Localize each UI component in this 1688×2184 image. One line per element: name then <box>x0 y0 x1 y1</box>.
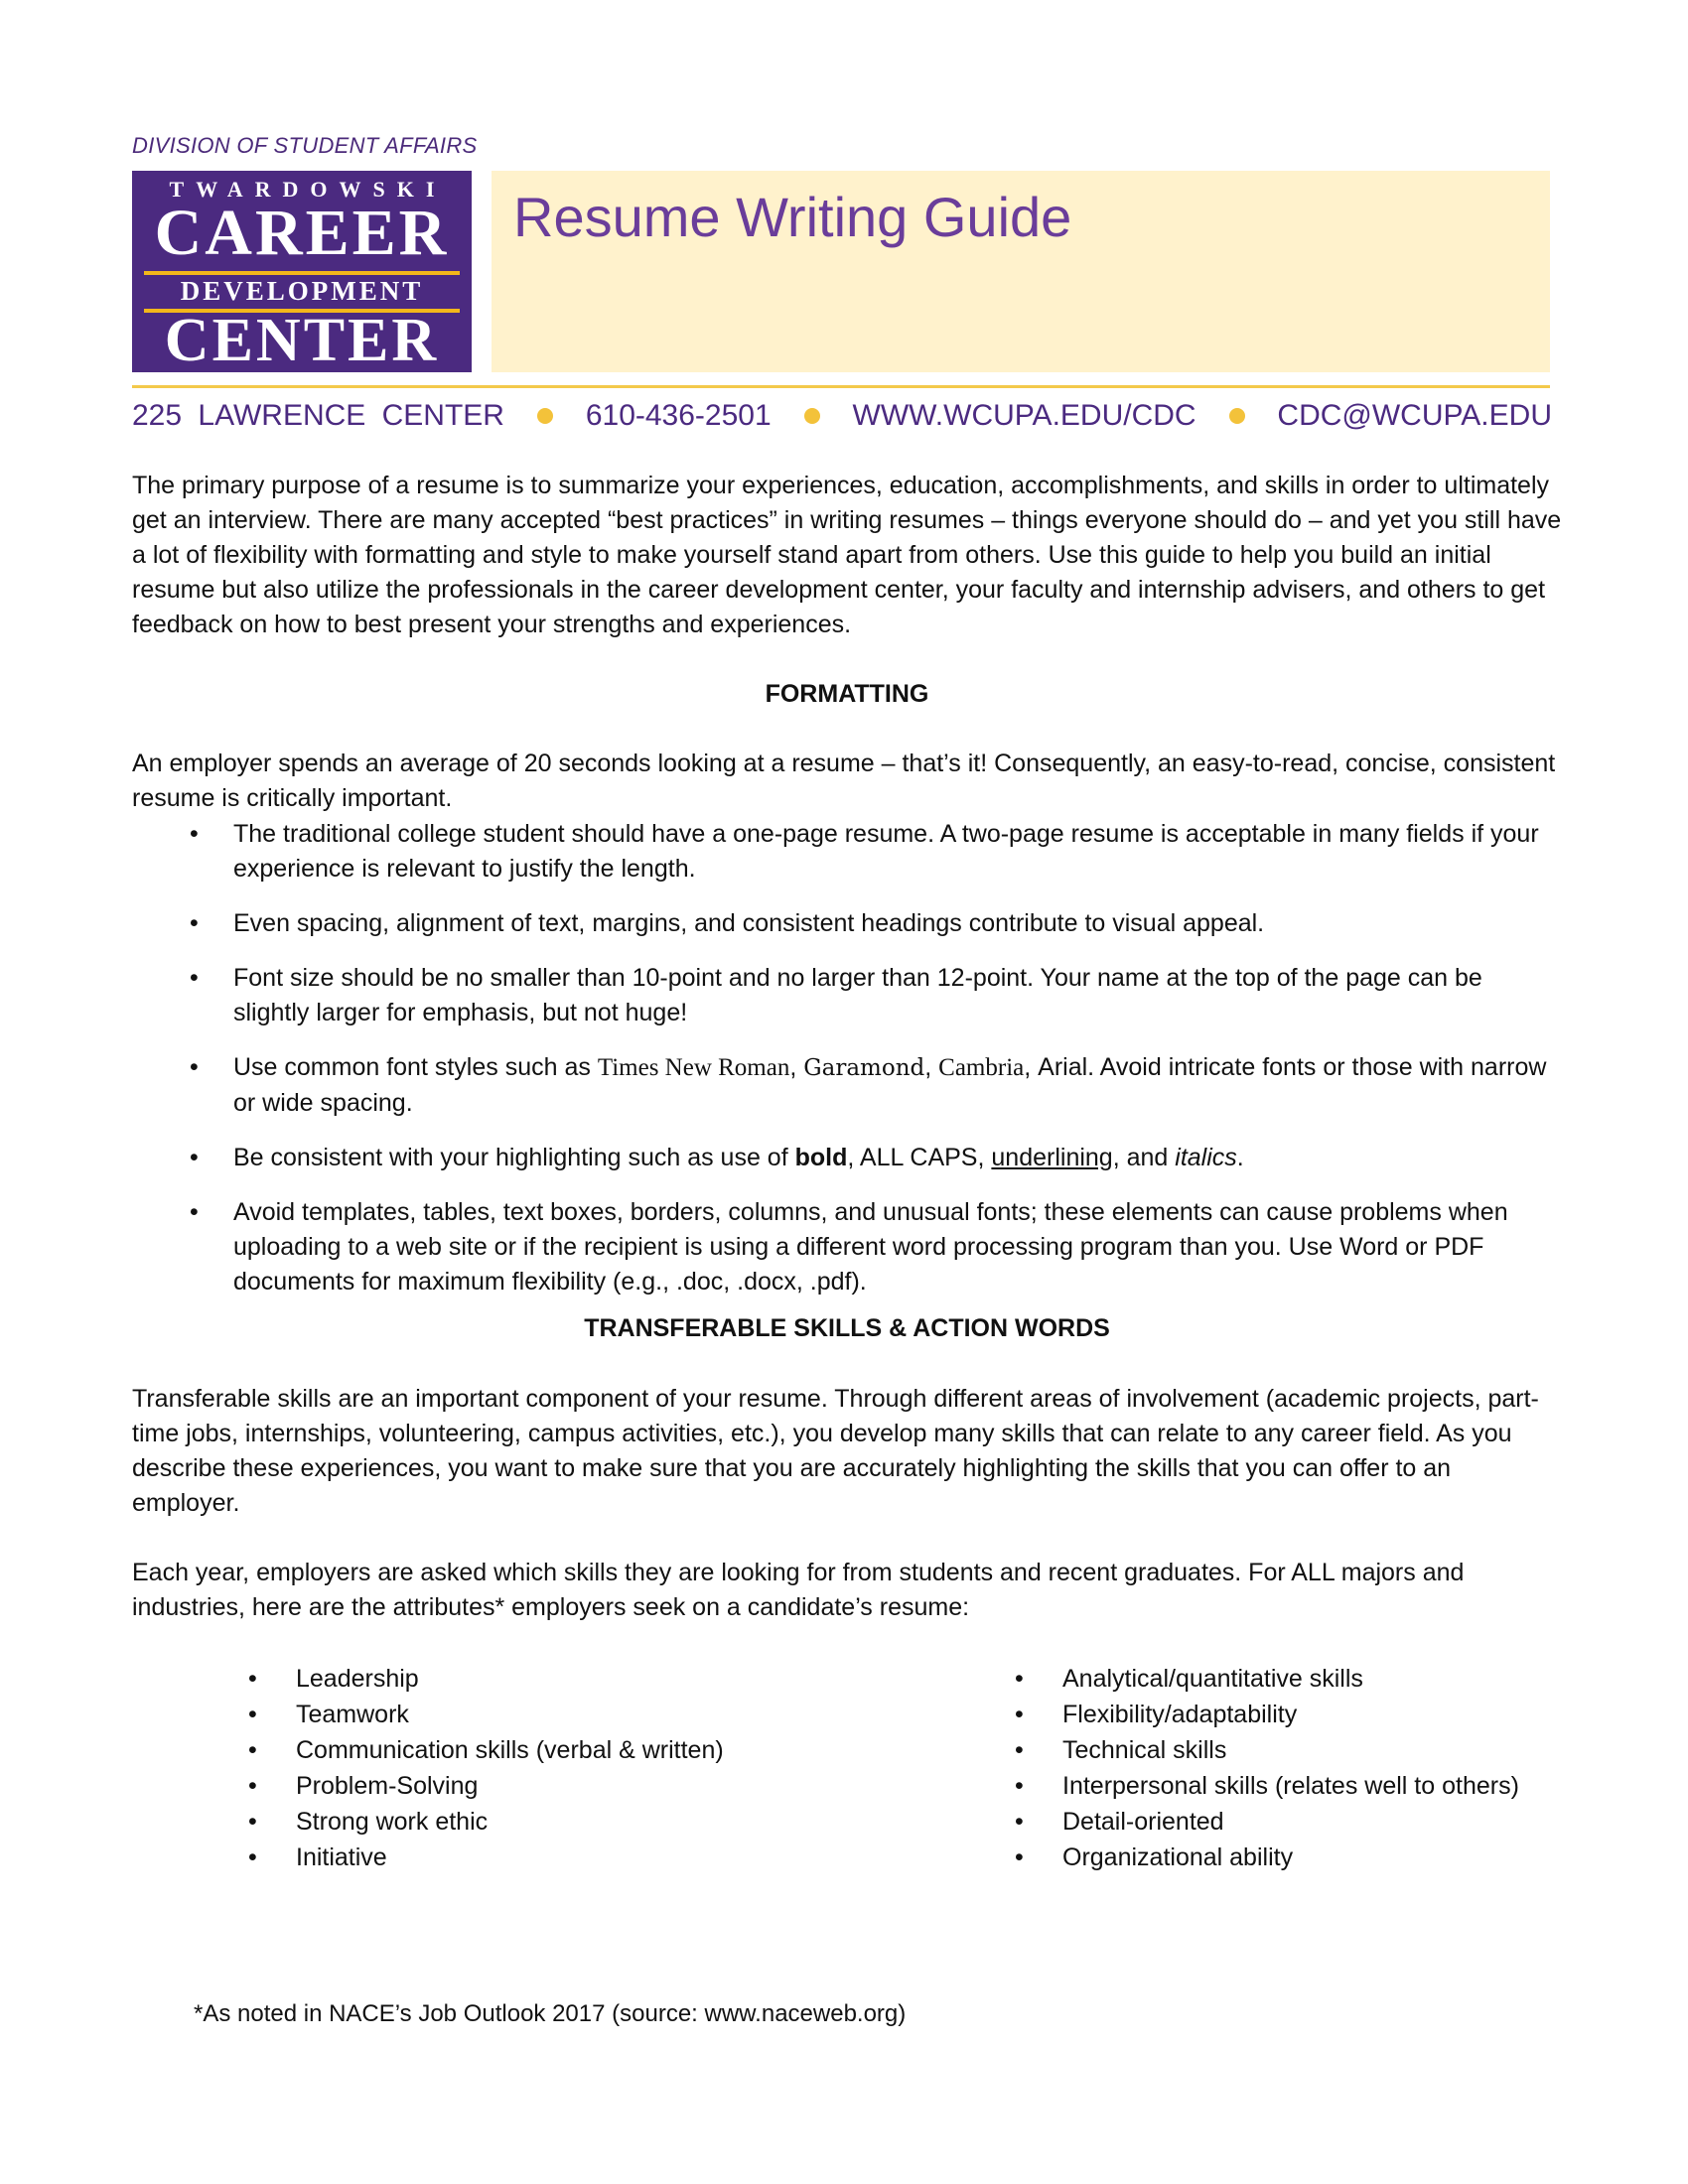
font-sample-times: Times New Roman <box>597 1054 790 1081</box>
list-item <box>1015 1697 1531 1732</box>
skill-label: Leadership <box>296 1665 419 1693</box>
formatting-list <box>132 817 1562 1319</box>
skill-label: Teamwork <box>296 1701 409 1728</box>
skill-label: Strong work ethic <box>296 1808 489 1836</box>
text-fragment: , <box>924 1053 939 1081</box>
bullet-icon: • <box>248 1701 257 1728</box>
transferable-skills-heading: TRANSFERABLE SKILLS & ACTION WORDS <box>584 1314 1110 1342</box>
bullet-icon: • <box>248 1736 257 1764</box>
font-sample-cambria: Cambria <box>938 1054 1025 1081</box>
list-item <box>248 1661 725 1697</box>
bullet-icon: • <box>190 1053 199 1081</box>
skill-label: Analytical/quantitative skills <box>1062 1665 1363 1693</box>
skill-label: Flexibility/adaptability <box>1062 1701 1298 1728</box>
logo-line-twardowski: TWARDOWSKI <box>169 177 447 202</box>
text-fragment: . Avoid intricate fonts or those with narrow or wide spacing. <box>233 1053 1547 1117</box>
list-item <box>248 1697 725 1732</box>
bullet-icon: • <box>190 964 199 992</box>
skills-list-left <box>248 1661 725 1875</box>
list-item-text <box>233 1144 1244 1171</box>
bullet-icon: • <box>248 1808 257 1836</box>
bullet-icon: • <box>1015 1772 1024 1800</box>
text-fragment: Use common font styles such as <box>233 1053 598 1081</box>
skill-label: Initiative <box>296 1843 387 1871</box>
list-item <box>132 1050 1562 1121</box>
text-fragment: , <box>847 1144 860 1171</box>
footnote: *As noted in NACE’s Job Outlook 2017 (source: www.naceweb.org) <box>194 2000 907 2027</box>
logo-line-career: CAREER <box>154 197 450 269</box>
bullet-icon: • <box>1015 1665 1024 1693</box>
list-item <box>132 1141 1562 1175</box>
skill-label: Interpersonal skills (relates well to others) <box>1062 1772 1519 1800</box>
career-center-logo <box>132 171 472 372</box>
skills-list-right <box>1015 1661 1531 1875</box>
font-sample-garamond: Garamond <box>803 1055 925 1081</box>
text-fragment: , <box>789 1053 804 1081</box>
bullet-icon: • <box>190 820 199 848</box>
transferable-paragraph-2: Each year, employers are asked which skills they are looking for from students and recent graduates. For ALL majors and industries, here are the attributes* employers seek on a candidate’s resume: <box>132 1559 1465 1621</box>
formatting-heading: FORMATTING <box>765 680 929 708</box>
list-item <box>248 1732 725 1768</box>
skill-label: Organizational ability <box>1062 1843 1294 1871</box>
bullet-icon: • <box>190 909 199 937</box>
font-sample-arial: Arial <box>1038 1053 1088 1081</box>
title-banner <box>492 171 1550 372</box>
bullet-icon: • <box>190 1198 199 1226</box>
bold-sample: bold <box>794 1144 848 1171</box>
list-item <box>1015 1661 1531 1697</box>
text-fragment: Be consistent with your highlighting such as use of <box>233 1144 795 1171</box>
page-title: Resume Writing Guide <box>513 186 1072 248</box>
bullet-icon: • <box>1015 1843 1024 1871</box>
list-item <box>132 1195 1562 1299</box>
header-rule <box>132 385 1550 388</box>
contact-phone: 610-436-2501 <box>585 399 772 432</box>
transferable-paragraph-1: Transferable skills are an important component of your resume. Through different areas of involvement (academic projects, part-time jobs, internships, volunteering, campus activities, etc.), you develop many skills that can relate to any career field. As you describe these experiences, you want to make sure that you are accurately highlighting the skills that you can offer to an employer. <box>132 1385 1539 1517</box>
list-item <box>1015 1840 1531 1875</box>
bullet-icon: • <box>1015 1808 1024 1836</box>
list-item-text: Even spacing, alignment of text, margins, and consistent headings contribute to visual appeal. <box>233 909 1265 937</box>
formatting-intro: An employer spends an average of 20 seconds looking at a resume – that’s it! Consequently, an easy-to-read, concise, consistent resume is critically important. <box>132 750 1556 812</box>
intro-paragraph: The primary purpose of a resume is to summarize your experiences, education, accomplishments, and skills in order to ultimately get an interview. There are many accepted “best practices” in writing resumes – things everyone should do – and yet you still have a lot of flexibility with formatting and style to make yourself stand apart from others. Use this guide to help you build an initial resume but also utilize the professionals in the career development center, your faculty and internship advisers, and others to get feedback on how to best present your strengths and experiences. <box>132 472 1562 638</box>
contact-website-link[interactable]: WWW.WCUPA.EDU/CDC <box>852 399 1196 432</box>
list-item <box>1015 1732 1531 1768</box>
list-item-text: The traditional college student should have a one-page resume. A two-page resume is acceptable in many fields if your experience is relevant to justify the length. <box>233 820 1539 883</box>
list-item <box>132 817 1562 887</box>
text-fragment: , and <box>1112 1144 1176 1171</box>
list-item <box>132 906 1562 941</box>
skill-label: Problem-Solving <box>296 1772 479 1800</box>
italic-sample: italics <box>1175 1144 1237 1171</box>
list-item <box>132 961 1562 1030</box>
bullet-icon: • <box>1015 1701 1024 1728</box>
skill-label: Technical skills <box>1062 1736 1227 1764</box>
text-fragment: , <box>977 1144 992 1171</box>
underline-sample: underlining <box>991 1144 1113 1171</box>
separator-dot-icon <box>1229 408 1245 424</box>
contact-address: 225 LAWRENCE CENTER <box>132 399 504 432</box>
text-fragment: , <box>1024 1053 1039 1081</box>
contact-email-link[interactable]: CDC@WCUPA.EDU <box>1277 399 1552 432</box>
separator-dot-icon <box>804 408 820 424</box>
bullet-icon: • <box>190 1144 199 1171</box>
list-item-text: Font size should be no smaller than 10-point and no larger than 12-point. Your name at the top of the page can be slightly larger for emphasis, but not huge! <box>233 964 1482 1026</box>
division-label: DIVISION OF STUDENT AFFAIRS <box>132 133 478 158</box>
bullet-icon: • <box>248 1772 257 1800</box>
skill-label: Detail-oriented <box>1062 1808 1224 1836</box>
list-item-text <box>233 1053 1546 1117</box>
bullet-icon: • <box>248 1665 257 1693</box>
list-item <box>1015 1804 1531 1840</box>
caps-sample: ALL CAPS <box>859 1144 978 1171</box>
skill-label: Communication skills (verbal & written) <box>296 1736 724 1764</box>
contact-bar <box>132 395 1552 437</box>
text-fragment: . <box>1236 1144 1244 1171</box>
bullet-icon: • <box>1015 1736 1024 1764</box>
list-item <box>248 1840 725 1875</box>
logo-line-center: CENTER <box>164 307 440 374</box>
bullet-icon: • <box>248 1843 257 1871</box>
list-item-text: Avoid templates, tables, text boxes, borders, columns, and unusual fonts; these elements can cause problems when uploading to a web site or if the recipient is using a different word processing program than you. Use Word or PDF documents for maximum flexibility (e.g., .doc, .docx, .pdf). <box>233 1198 1508 1296</box>
separator-dot-icon <box>537 408 553 424</box>
logo-line-development: DEVELOPMENT <box>180 276 424 306</box>
list-item <box>248 1768 725 1804</box>
list-item <box>248 1804 725 1840</box>
list-item <box>1015 1768 1531 1804</box>
